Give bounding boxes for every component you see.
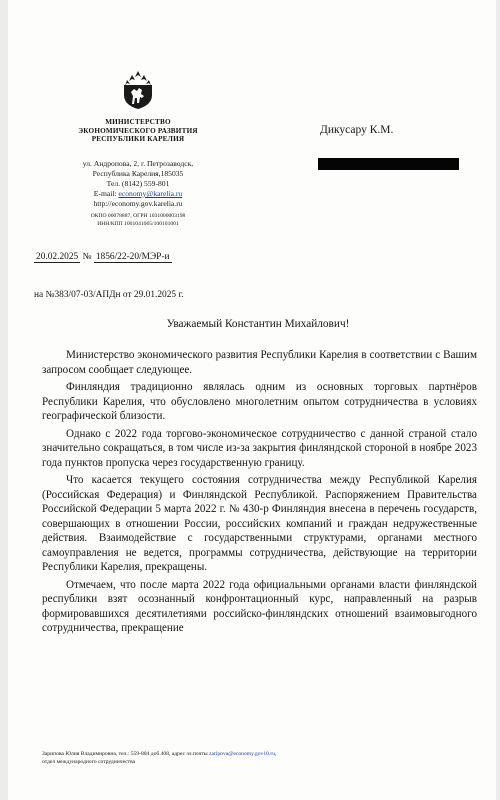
outgoing-registration bbox=[34, 252, 172, 262]
body-paragraph: Финляндия традиционно являлась одним из основных торговых партнёров Республики Карелия, что обусловлено многолетним опытом сотрудничества в условиях географической близости. bbox=[42, 381, 477, 422]
contact-email[interactable]: zaripova@economy.gov10.ru bbox=[209, 751, 275, 757]
address-line: ул. Андропова, 2, г. Петрозаводск, bbox=[82, 159, 194, 168]
contact-suffix: , bbox=[275, 751, 277, 757]
registration-date: 20.02.2025 bbox=[36, 252, 79, 262]
registration-number-label: № bbox=[82, 252, 92, 262]
ministry-title-line: РЕСПУБЛИКИ КАРЕЛИЯ bbox=[91, 135, 185, 143]
footer-contact bbox=[42, 750, 276, 766]
salutation: Уважаемый Константин Михайлович! bbox=[166, 318, 350, 330]
registration-number: 1856/22-20/МЭР-и bbox=[95, 252, 170, 262]
reference-line: на №383/07-03/АПДн от 29.01.2025 г. bbox=[34, 290, 184, 300]
ministry-title bbox=[58, 118, 218, 144]
email-label: E-mail: bbox=[93, 189, 119, 198]
website-line[interactable]: http://economy.gov.karelia.ru bbox=[93, 199, 183, 208]
email-line bbox=[58, 189, 218, 199]
contact-prefix: Зарипова Юлия Владимировна, тел.: 559-804 доб.408, адрес эл.почты bbox=[42, 751, 209, 757]
body-paragraph: Министерство экономического развития Республики Карелия в соответствии с Вашим запросом сообщает следующее. bbox=[42, 349, 477, 376]
body-paragraph: Однако с 2022 года торгово-экономическое сотрудничество с данной страной стало значительно сокращаться, в том числе из-за закрытия финляндской стороной в ноябре 2023 года пунктов пропуска через государственную границу. bbox=[42, 427, 477, 469]
recipient-name: Дикусару К.М. bbox=[320, 124, 394, 136]
ministry-address bbox=[58, 159, 218, 209]
phone-line: Тел. (8142) 559-801 bbox=[106, 179, 170, 188]
contact-line bbox=[42, 750, 276, 758]
body-paragraph: Отмечаем, что после марта 2022 года официальными органами власти финляндской республики взят осознанный конфронтационный курс, направленный на разрыв формировавшихся десятилетиями российско-финляндских отношений взаимовыгодного сотрудничества, прекращение bbox=[42, 578, 477, 634]
redacted-address-block bbox=[318, 158, 459, 170]
karelia-coat-of-arms-icon bbox=[121, 70, 155, 110]
ministry-title-line: ЭКОНОМИЧЕСКОГО РАЗВИТИЯ bbox=[78, 126, 198, 135]
okpo-ogrn-line: ОКПО 00078887, ОГРН 1031000003198 bbox=[90, 213, 186, 219]
address-line: Республика Карелия,185035 bbox=[92, 169, 184, 178]
letter-page bbox=[8, 0, 496, 800]
inn-kpp-line: ИНН/КПП 1001041065/100101001 bbox=[97, 221, 179, 227]
department-line: отдел международного сотрудничества bbox=[42, 759, 136, 765]
ministry-title-line: МИНИСТЕРСТВО bbox=[105, 118, 171, 126]
letter-body bbox=[42, 348, 477, 639]
email-link[interactable]: economy@karelia.ru bbox=[118, 189, 183, 198]
registration-codes bbox=[58, 212, 218, 228]
body-paragraph: Что касается текущего состояния сотрудничества между Республикой Карелия (Российская Федерация) и Финляндской Республикой. Распоряжением Правительства Российской Федерации 5 марта 2022 г. № 430-р Финляндия внесена в перечень государств, совершающих в отношении России, российских компаний и граждан недружественные действия. Взаимодействие с государственными структурами, органами местного самоуправления не ведется, программы сотрудничества, действующие на территории Республики Карелия, прекращены. bbox=[42, 474, 477, 573]
